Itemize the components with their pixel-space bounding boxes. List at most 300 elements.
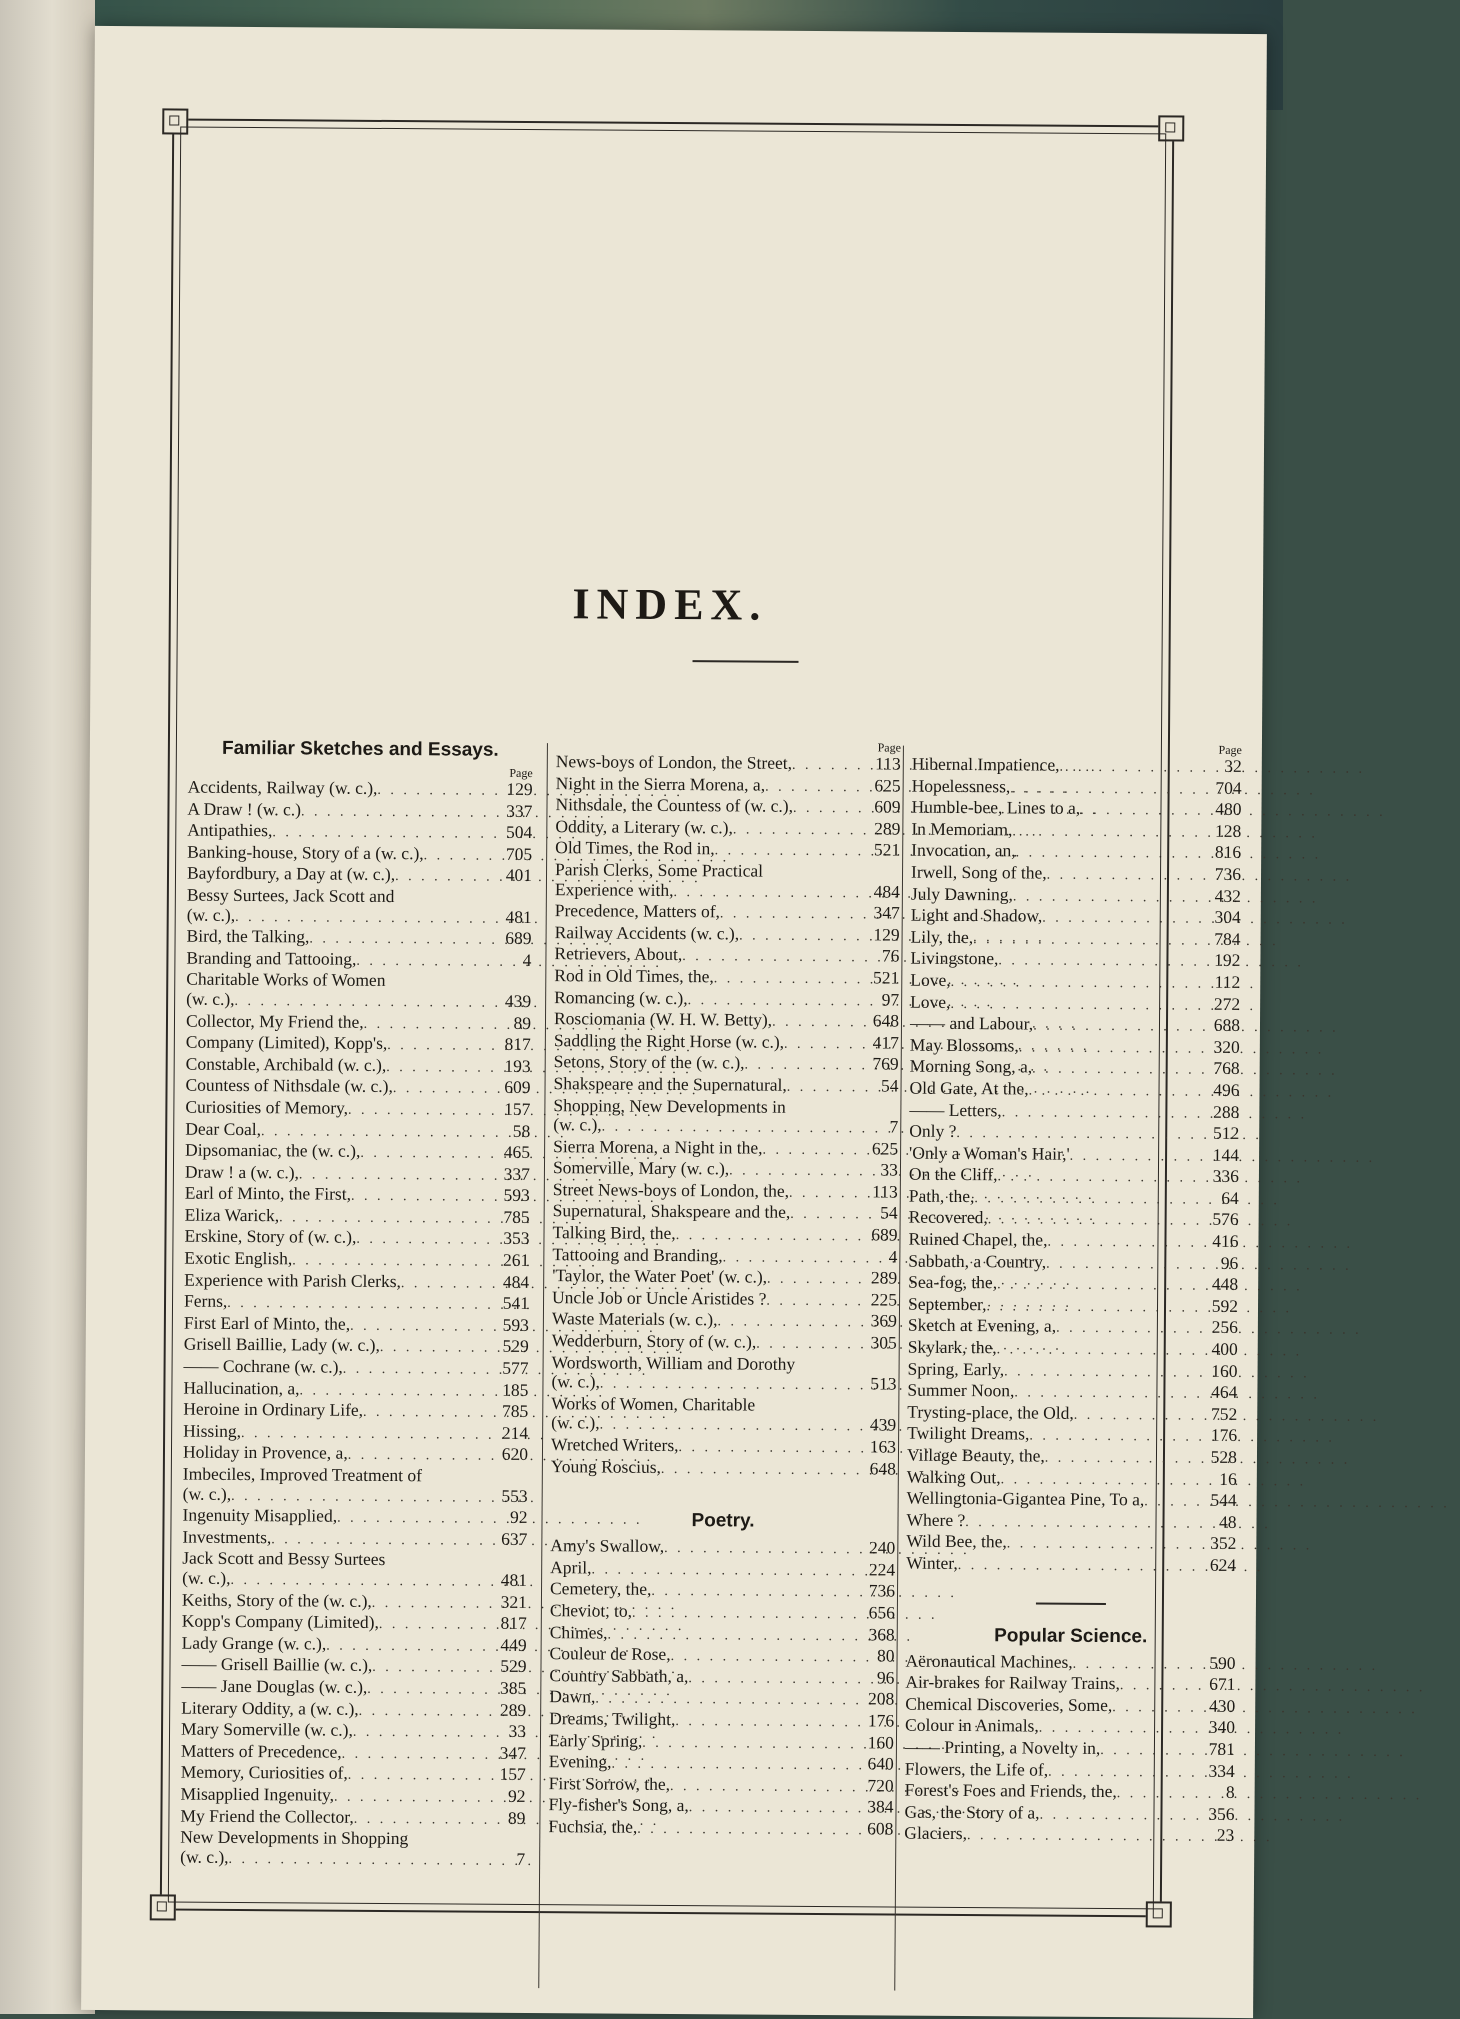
index-entry <box>907 1489 1237 1513</box>
leader-dots <box>1048 1762 1197 1783</box>
index-entry <box>183 1400 528 1424</box>
index-entry <box>552 1245 897 1269</box>
leader-dots <box>688 991 862 1012</box>
leader-dots <box>1014 1384 1199 1405</box>
index-entry <box>909 1187 1239 1211</box>
leader-dots <box>956 1124 1201 1145</box>
index-entry <box>908 1359 1238 1383</box>
entry-title: Trysting-place, the Old, <box>907 1401 1074 1423</box>
index-entry <box>911 819 1241 843</box>
index-entry <box>909 1122 1239 1146</box>
index-entry <box>908 1338 1238 1362</box>
entry-page-number: 208 <box>867 1688 895 1709</box>
leader-dots <box>1032 1060 1202 1081</box>
entry-title: Memory, Curiosities of, <box>180 1761 348 1784</box>
index-entry <box>187 799 532 823</box>
leader-dots <box>356 952 493 973</box>
entry-title: Grisell Baillie, Lady (w. c.), <box>183 1334 380 1356</box>
index-entry <box>186 1033 531 1057</box>
entry-title: Early Spring, <box>548 1729 643 1751</box>
entry-title: Summer Noon, <box>907 1379 1015 1401</box>
leader-dots <box>1019 1038 1202 1059</box>
index-entry <box>184 1313 529 1337</box>
entry-title: Gas, the Story of a, <box>904 1801 1040 1823</box>
index-entry <box>554 945 899 969</box>
entry-page-number: 7 <box>889 1116 899 1137</box>
entry-title: Couleur de Rose, <box>549 1643 671 1665</box>
entry-page-number: 128 <box>1215 820 1242 841</box>
entry-page-number: 80 <box>877 1645 895 1666</box>
entry-page-number: 76 <box>881 945 900 966</box>
leader-dots <box>671 1647 857 1668</box>
index-entry <box>188 778 533 802</box>
entry-title: Love, <box>910 969 951 990</box>
entry-title: Somerville, Mary (w. c.), <box>552 1157 730 1179</box>
leader-dots <box>271 1530 489 1551</box>
entry-list <box>551 752 901 1481</box>
entry-page-number: 648 <box>869 1457 896 1479</box>
index-entry <box>181 1763 526 1787</box>
leader-dots <box>715 842 863 863</box>
entry-page-number: 96 <box>876 1667 895 1688</box>
entry-page-number: 704 <box>1215 777 1242 798</box>
column-divider <box>538 743 548 1988</box>
entry-title: Investments, <box>182 1526 272 1547</box>
entry-title: First Sorrow, the, <box>548 1772 671 1794</box>
leader-dots <box>401 1274 491 1294</box>
entry-title: Hissing, <box>183 1420 242 1441</box>
page-label: Page <box>509 765 533 781</box>
leader-dots <box>591 1560 857 1581</box>
entry-page-number: 521 <box>873 839 901 860</box>
entry-page-number: 590 <box>1209 1652 1236 1673</box>
index-entry <box>552 1310 897 1334</box>
entry-title: July Dawning, <box>910 883 1014 904</box>
leader-dots <box>600 1375 859 1396</box>
entry-page-number: 430 <box>1208 1695 1236 1716</box>
leader-dots <box>688 1669 856 1690</box>
entry-title: Uncle Job or Uncle Aristides ? <box>552 1286 767 1309</box>
entry-page-number: 577 <box>502 1357 529 1379</box>
index-entry <box>551 1394 896 1416</box>
leader-dots <box>395 867 494 887</box>
index-entry <box>551 1457 896 1481</box>
entry-page-number: 129 <box>873 924 900 945</box>
leader-dots <box>673 883 862 904</box>
leader-dots <box>300 1381 491 1402</box>
section-heading-poetry: Poetry. <box>691 1510 755 1532</box>
entry-page-number: 449 <box>500 1634 527 1655</box>
entry-title: Twilight Dreams, <box>907 1423 1030 1444</box>
index-entry <box>910 1057 1240 1081</box>
entry-title: Path, the, <box>908 1185 975 1206</box>
entry-title: (w. c.), <box>551 1371 600 1392</box>
entry-title: (w. c.), <box>180 1846 229 1867</box>
index-entry <box>181 1698 526 1722</box>
entry-page-number: 769 <box>872 1053 899 1074</box>
corner-ornament <box>162 108 188 134</box>
corner-ornament <box>1146 1901 1172 1927</box>
leader-dots <box>595 1690 856 1711</box>
entry-title: Wellingtonia-Gigantea Pine, To a, <box>906 1487 1145 1510</box>
entry-page-number: 320 <box>1213 1036 1240 1057</box>
entry-title: Flowers, the Life of, <box>904 1758 1049 1780</box>
entry-list <box>904 1651 1235 1848</box>
entry-page-number: 439 <box>504 990 532 1011</box>
leader-dots <box>1080 801 1203 821</box>
leader-dots <box>372 1593 489 1613</box>
index-entry <box>907 1402 1237 1426</box>
leader-dots <box>689 1798 856 1819</box>
entry-page-number: 385 <box>500 1677 527 1698</box>
leader-dots <box>733 820 863 840</box>
leader-dots <box>377 781 494 801</box>
entry-page-number: 484 <box>502 1271 530 1292</box>
index-entry <box>186 948 531 972</box>
facing-page-edge <box>0 0 95 2014</box>
entry-title: Hibernal Impatience, <box>911 753 1060 775</box>
leader-dots <box>1059 758 1203 779</box>
entry-page-number: 157 <box>499 1764 526 1785</box>
entry-title: Parish Clerks, Some Practical <box>554 859 764 881</box>
entry-title: Cemetery, the, <box>549 1578 652 1600</box>
leader-dots <box>729 1162 860 1183</box>
entry-title: Literary Oddity, a (w. c.), <box>181 1697 359 1719</box>
index-entry <box>549 1752 894 1776</box>
entry-page-number: 752 <box>1210 1403 1238 1424</box>
leader-dots <box>1010 779 1203 800</box>
leader-dots <box>720 904 862 925</box>
entry-title: Eliza Warick, <box>184 1204 280 1226</box>
leader-dots <box>360 1144 492 1165</box>
entry-title: Air-brakes for Railway Trains, <box>905 1671 1120 1694</box>
entry-title: Waste Materials (w. c.), <box>551 1308 718 1330</box>
index-entry <box>185 1076 530 1100</box>
leader-dots <box>1007 1535 1199 1556</box>
index-entry <box>187 842 532 866</box>
entry-page-number: 224 <box>868 1559 896 1580</box>
entry-title: —— Letters, <box>909 1099 1002 1120</box>
entry-page-number: 340 <box>1208 1717 1236 1738</box>
entry-title: —— and Labour, <box>909 1012 1034 1034</box>
index-entry <box>555 795 900 819</box>
entry-title: Sketch at Evening, a, <box>907 1315 1057 1337</box>
leader-dots <box>235 992 494 1013</box>
entry-title: Wretched Writers, <box>550 1434 679 1456</box>
entry-title: Irwell, Song of the, <box>910 861 1047 883</box>
entry-page-number: 736 <box>1214 863 1242 884</box>
index-entry <box>552 1223 897 1247</box>
entry-title: Sea-fog, the, <box>908 1271 998 1293</box>
entry-title: Curiosities of Memory, <box>185 1096 349 1118</box>
entry-page-number: 96 <box>1220 1252 1239 1273</box>
index-entry <box>183 1484 528 1508</box>
entry-page-number: 347 <box>873 902 900 923</box>
entry-page-number: 817 <box>500 1612 527 1634</box>
entry-title: Love, <box>910 991 951 1012</box>
entry-page-number: 529 <box>502 1336 529 1357</box>
index-entry <box>549 1709 894 1733</box>
entry-page-number: 92 <box>508 1785 526 1806</box>
entry-title: Collector, My Friend the, <box>185 1010 364 1032</box>
leader-dots <box>353 1723 488 1744</box>
leader-dots <box>1045 1449 1199 1470</box>
entry-page-number: 620 <box>501 1444 529 1465</box>
entry-title: Shakspeare and the Supernatural, <box>553 1073 787 1095</box>
entry-page-number: 637 <box>501 1528 528 1549</box>
entry-title: Retrievers, About, <box>554 943 683 965</box>
index-entry <box>182 1549 527 1571</box>
entry-page-number: 784 <box>1214 928 1241 949</box>
index-entry <box>905 1694 1235 1718</box>
entry-page-number: 89 <box>513 1012 532 1033</box>
leader-dots <box>1029 1427 1199 1448</box>
entry-page-number: 304 <box>1214 906 1241 928</box>
leader-dots <box>367 1680 488 1700</box>
leader-dots <box>682 947 861 968</box>
entry-page-number: 163 <box>869 1436 897 1457</box>
index-entry <box>185 1205 530 1229</box>
leader-dots <box>1039 1719 1197 1740</box>
index-entry <box>185 1162 530 1186</box>
leader-dots <box>717 1313 859 1334</box>
entry-page-number: 289 <box>870 1267 898 1288</box>
index-entry <box>180 1806 525 1830</box>
entry-page-number: 160 <box>867 1731 895 1753</box>
entry-title: Earl of Minto, the First, <box>184 1182 352 1205</box>
entry-page-number: 185 <box>502 1379 529 1400</box>
entry-title: Company (Limited), Kopp's, <box>185 1031 388 1054</box>
entry-page-number: 625 <box>874 774 901 796</box>
index-entry <box>909 1143 1239 1167</box>
index-entry <box>911 841 1241 865</box>
entry-title: Bayfordbury, a Day at (w. c.), <box>186 862 396 885</box>
entry-page-number: 7 <box>516 1848 526 1869</box>
entry-title: Forest's Foes and Friends, the, <box>904 1779 1117 1802</box>
entry-page-number: 464 <box>1211 1381 1238 1403</box>
index-entry <box>907 1381 1237 1405</box>
entry-title: Lady Grange (w. c.), <box>181 1632 327 1654</box>
leader-dots <box>632 1604 857 1625</box>
entry-title: (w. c.), <box>186 904 236 925</box>
entry-title: Tattooing and Branding, <box>552 1243 723 1266</box>
entry-title: Cheviot, to, <box>549 1600 633 1621</box>
leader-dots <box>363 1403 490 1423</box>
entry-page-number: 448 <box>1211 1274 1239 1295</box>
leader-dots <box>379 1615 489 1635</box>
index-entry <box>184 1335 529 1359</box>
index-entry <box>183 1465 528 1487</box>
entry-title: Sabbath, a Country, <box>908 1250 1047 1272</box>
entry-title: Village Beauty, the, <box>906 1444 1045 1466</box>
leader-dots <box>744 1056 860 1076</box>
index-entry <box>553 1158 898 1182</box>
entry-page-number: 785 <box>503 1206 530 1227</box>
leader-dots <box>676 1226 860 1247</box>
leader-dots <box>1012 822 1203 843</box>
leader-dots <box>997 1168 1200 1189</box>
leader-dots <box>326 1636 488 1657</box>
entry-title: Bessy Surtees, Jack Scott and <box>186 884 395 907</box>
leader-dots <box>772 1013 861 1033</box>
index-entry <box>549 1731 894 1755</box>
leader-dots <box>354 1809 488 1830</box>
entry-page-number: 816 <box>1214 842 1242 863</box>
leader-dots <box>301 802 495 823</box>
leader-dots <box>372 1658 488 1678</box>
index-entry <box>551 1435 896 1459</box>
entry-title: Antipathies, <box>187 819 273 841</box>
leader-dots <box>637 1820 855 1841</box>
leader-dots <box>309 930 493 951</box>
entry-page-number: 576 <box>1212 1209 1239 1230</box>
entry-page-number: 33 <box>508 1720 527 1742</box>
entry-title: Ruined Chapel, the, <box>908 1228 1048 1250</box>
index-entry <box>907 1424 1237 1448</box>
leader-dots <box>343 1360 491 1381</box>
page-title: INDEX. <box>572 579 768 630</box>
leader-dots <box>790 1205 859 1225</box>
entry-page-number: 625 <box>871 1138 899 1159</box>
leader-dots <box>602 1118 861 1139</box>
index-entry <box>549 1687 894 1711</box>
entry-title: (w. c.), <box>551 1412 600 1433</box>
index-entry <box>908 1294 1238 1318</box>
entry-title: Romancing (w. c.), <box>554 986 688 1008</box>
leader-dots <box>723 1248 860 1269</box>
entry-title: Chimes, <box>549 1621 608 1643</box>
entry-page-number: 608 <box>867 1818 894 1839</box>
leader-dots <box>611 1755 855 1776</box>
entry-page-number: 416 <box>1212 1230 1239 1252</box>
entry-title: Ferns, <box>183 1290 228 1312</box>
entry-page-number: 648 <box>872 1010 900 1031</box>
entry-page-number: 368 <box>868 1623 895 1645</box>
index-entry <box>904 1824 1234 1848</box>
entry-title: Saddling the Right Horse (w. c.), <box>553 1029 785 1052</box>
index-entry <box>911 884 1241 908</box>
index-entry <box>555 901 900 925</box>
entry-page-number: 356 <box>1208 1803 1235 1824</box>
index-entry <box>187 821 532 845</box>
index-entry <box>910 949 1240 973</box>
entry-page-number: 720 <box>867 1775 894 1796</box>
entry-page-number: 192 <box>1214 950 1241 971</box>
entry-title: Dipsomaniac, the (w. c.), <box>185 1139 361 1161</box>
entry-title: Skylark, the, <box>907 1336 997 1358</box>
index-entry <box>181 1784 526 1808</box>
index-entry <box>905 1651 1235 1675</box>
entry-title: First Earl of Minto, the, <box>183 1312 351 1334</box>
entry-title: Kopp's Company (Limited), <box>181 1610 379 1633</box>
entry-title: Oddity, a Literary (w. c.), <box>555 815 733 838</box>
entry-title: Setons, Story of the (w. c.), <box>553 1051 745 1073</box>
index-entry <box>555 860 900 882</box>
entry-page-number: 334 <box>1208 1760 1235 1781</box>
leader-dots <box>348 1446 490 1467</box>
index-entry <box>911 906 1241 930</box>
entry-page-number: 97 <box>881 988 900 1010</box>
entry-page-number: 504 <box>506 822 533 843</box>
index-entry <box>184 1249 529 1273</box>
leader-dots <box>231 1487 490 1508</box>
entry-page-number: 256 <box>1211 1317 1238 1338</box>
entry-title: 'Taylor, the Water Poet' (w. c.), <box>552 1265 768 1287</box>
leader-dots <box>337 1509 490 1530</box>
leader-dots <box>380 1338 491 1358</box>
entry-page-number: 432 <box>1214 885 1241 906</box>
entry-title: Winter, <box>906 1552 958 1573</box>
index-entry <box>908 1273 1238 1297</box>
leader-dots <box>1029 1081 1202 1102</box>
entry-title: Experience with, <box>554 878 674 900</box>
index-entry <box>555 839 900 863</box>
leader-dots <box>1073 1654 1198 1674</box>
entry-title: Dawn, <box>549 1686 596 1707</box>
leader-dots <box>766 1291 859 1311</box>
section-heading-familiar-sketches: Familiar Sketches and Essays. <box>221 737 499 761</box>
index-entry <box>556 774 901 798</box>
leader-dots <box>714 969 862 990</box>
entry-page-number: 656 <box>868 1602 895 1623</box>
book-page <box>81 26 1267 2018</box>
entry-title: Precedence, Matters of, <box>554 900 721 922</box>
entry-title: Nithsdale, the Countess of (w. c.), <box>555 794 794 817</box>
index-entry <box>187 905 532 929</box>
entry-title: Matters of Precedence, <box>180 1740 342 1762</box>
leader-dots <box>241 1424 490 1445</box>
leader-dots <box>359 1701 489 1721</box>
entry-page-number: 214 <box>501 1422 529 1443</box>
leader-dots <box>661 1460 858 1481</box>
leader-dots <box>1042 909 1203 930</box>
entry-title: Accidents, Railway (w. c.), <box>187 776 378 798</box>
index-entry <box>555 923 900 947</box>
leader-dots <box>1112 1698 1197 1718</box>
leader-dots <box>261 1122 492 1143</box>
entry-title: Where ? <box>906 1509 966 1530</box>
index-entry <box>553 1202 898 1226</box>
entry-title: —— Cochrane (w. c.), <box>183 1355 343 1377</box>
index-entry <box>182 1612 527 1636</box>
leader-dots <box>1056 1319 1200 1340</box>
entry-title: Colour in Animals, <box>905 1714 1039 1736</box>
index-entry <box>905 1673 1235 1697</box>
index-entry <box>911 927 1241 951</box>
index-entry <box>555 880 900 904</box>
entry-page-number: 481 <box>500 1569 528 1590</box>
entry-page-number: 521 <box>872 967 900 988</box>
index-entry <box>550 1601 895 1625</box>
entry-title: Jack Scott and Bessy Surtees <box>182 1547 386 1570</box>
entry-title: A Draw ! (w. c.) <box>187 798 302 819</box>
index-entry <box>907 1467 1237 1491</box>
entry-title: Humble-bee, Lines to a, <box>911 796 1081 819</box>
leader-dots <box>1016 844 1204 865</box>
entry-title: (w. c.), <box>553 1114 602 1135</box>
index-entry <box>910 1014 1240 1038</box>
entry-page-number: 439 <box>869 1414 897 1435</box>
index-entry <box>909 1208 1239 1232</box>
leader-dots <box>229 1850 488 1871</box>
entry-title: Draw ! a (w. c.), <box>184 1161 300 1183</box>
section-rule <box>1036 1602 1106 1604</box>
entry-title: Rosciomania (W. H. W. Betty), <box>553 1008 773 1030</box>
entry-title: Aëronautical Machines, <box>905 1650 1073 1672</box>
index-entry <box>904 1802 1234 1826</box>
entry-page-number: 465 <box>503 1141 531 1163</box>
entry-page-number: 689 <box>505 927 532 949</box>
